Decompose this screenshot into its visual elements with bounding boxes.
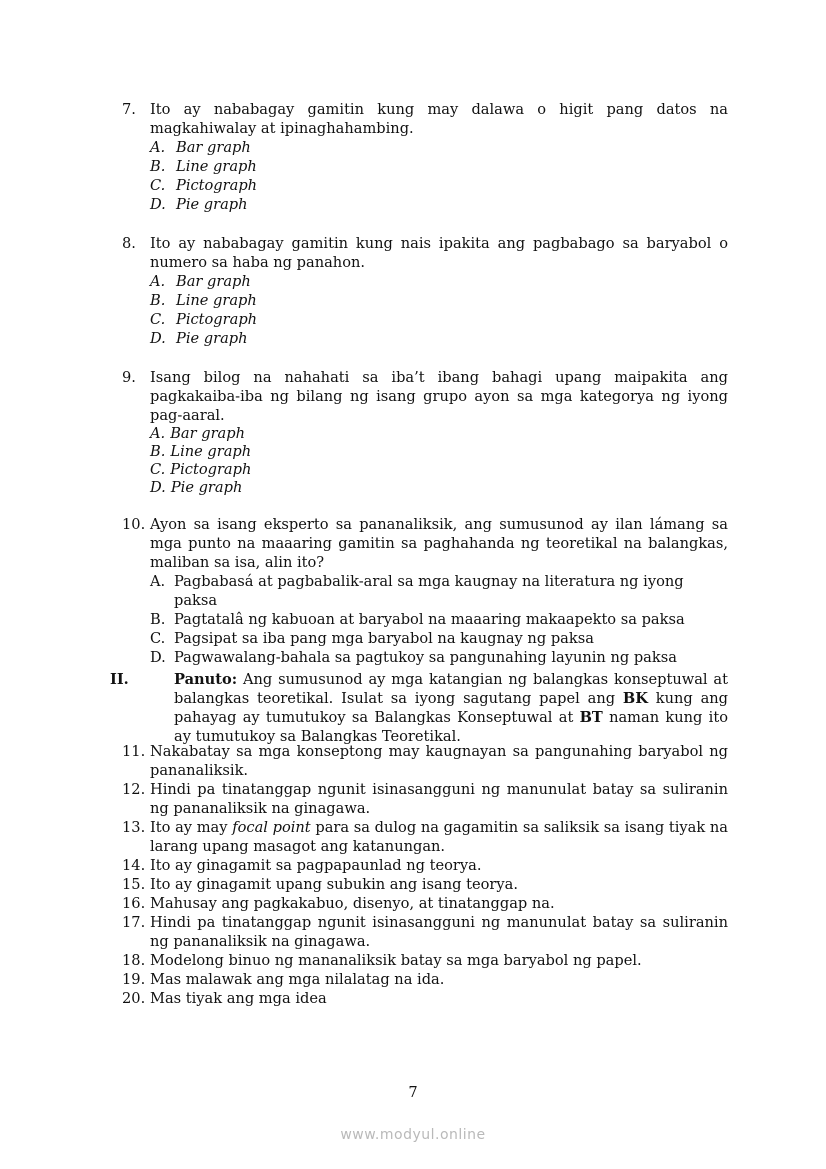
option: A. Pagbabasá at pagbabalik-aral sa mga kaugnay na literatura ng iyong paksa: [150, 573, 684, 609]
section-ii: [110, 670, 728, 746]
option: B. Pagtatalâ ng kabuoan at baryabol na maaaring makaapekto sa paksa: [150, 611, 685, 628]
question-9: [122, 368, 728, 497]
option: A. Bar graph: [150, 273, 251, 290]
question-number: 7.: [122, 101, 136, 118]
list-item: 15. Ito ay ginagamit upang subukin ang isang teorya.: [122, 876, 518, 893]
list-item: 12. Hindi pa tinatanggap ngunit isinasangguni ng manunulat batay sa suliranin ng pananaliksik na ginagawa.: [122, 781, 728, 817]
option: A. Bar graph: [150, 425, 245, 442]
page-number: 7: [408, 1084, 418, 1101]
question-text: Ayon sa isang eksperto sa pananaliksik, ang sumusunod ay ilan lámang sa mga punto na maaaring gamitin sa paghahanda ng teoretikal na balangkas, maliban sa isa, alin ito?: [150, 516, 728, 571]
question-number: 9.: [122, 369, 136, 386]
list-item: 13. Ito ay may focal point para sa dulog na gagamitin sa saliksik sa isang tiyak na larang upang masagot ang katanungan.: [122, 819, 728, 855]
options-list: [150, 425, 728, 497]
question-text: Isang bilog na nahahati sa iba’t ibang bahagi upang maipakita ang pagkakaiba-iba ng bilang ng isang grupo ayon sa mga kategorya ng iyong pag-aaral.: [150, 369, 728, 424]
question-number: 10.: [122, 516, 146, 533]
question-8: [122, 234, 728, 348]
option: D. Pie graph: [150, 330, 248, 347]
option: D. Pagwawalang-bahala sa pagtukoy sa pangunahing layunin ng paksa: [150, 649, 677, 666]
option: C. Pagsipat sa iba pang mga baryabol na kaugnay ng paksa: [150, 630, 594, 647]
question-text: Ito ay nababagay gamitin kung may dalawa o higit pang datos na magkahiwalay at ipinaghahambing.: [150, 101, 728, 137]
option: A. Bar graph: [150, 139, 251, 156]
option: B. Line graph: [150, 158, 257, 175]
question-7: [122, 100, 728, 214]
options-list: [150, 272, 728, 348]
option: D. Pie graph: [150, 479, 243, 496]
list-item: 18. Modelong binuo ng mananaliksik batay sa mga baryabol ng papel.: [122, 952, 642, 969]
list-item: 20. Mas tiyak ang mga idea: [122, 990, 327, 1007]
option: D. Pie graph: [150, 196, 248, 213]
section-number: II.: [110, 671, 129, 688]
list-item: 19. Mas malawak ang mga nilalatag na ida.: [122, 971, 445, 988]
footer-watermark: www.modyul.online: [340, 1127, 486, 1143]
option: B. Line graph: [150, 443, 252, 460]
options-list: [150, 572, 728, 667]
option: B. Line graph: [150, 292, 257, 309]
list-item: 11. Nakabatay sa mga konseptong may kaugnayan sa pangunahing baryabol ng pananaliksik.: [122, 743, 728, 779]
list-item: 14. Ito ay ginagamit sa pagpapaunlad ng teorya.: [122, 857, 482, 874]
list-item: 17. Hindi pa tinatanggap ngunit isinasangguni ng manunulat batay sa suliranin ng pananaliksik na ginagawa.: [122, 914, 728, 950]
option: C. Pictograph: [150, 461, 252, 478]
option: C. Pictograph: [150, 311, 258, 328]
items-list: [122, 742, 728, 1008]
list-item: 16. Mahusay ang pagkakabuo, disenyo, at tinatanggap na.: [122, 895, 555, 912]
question-text: Ito ay nababagay gamitin kung nais ipakita ang pagbabago sa baryabol o numero sa haba ng panahon.: [150, 235, 728, 271]
option: C. Pictograph: [150, 177, 258, 194]
question-10: [122, 515, 728, 667]
options-list: [150, 138, 728, 214]
question-number: 8.: [122, 235, 136, 252]
section-instructions: Panuto: Ang sumusunod ay mga katangian ng balangkas konseptuwal at balangkas teoretikal. Isulat sa iyong sagutang papel ang BK kung ang pahayag ay tumutukoy sa Balangkas Konseptuwal at BT naman kung ito ay tumutukoy sa Balangkas Teoretikal.: [174, 671, 729, 745]
